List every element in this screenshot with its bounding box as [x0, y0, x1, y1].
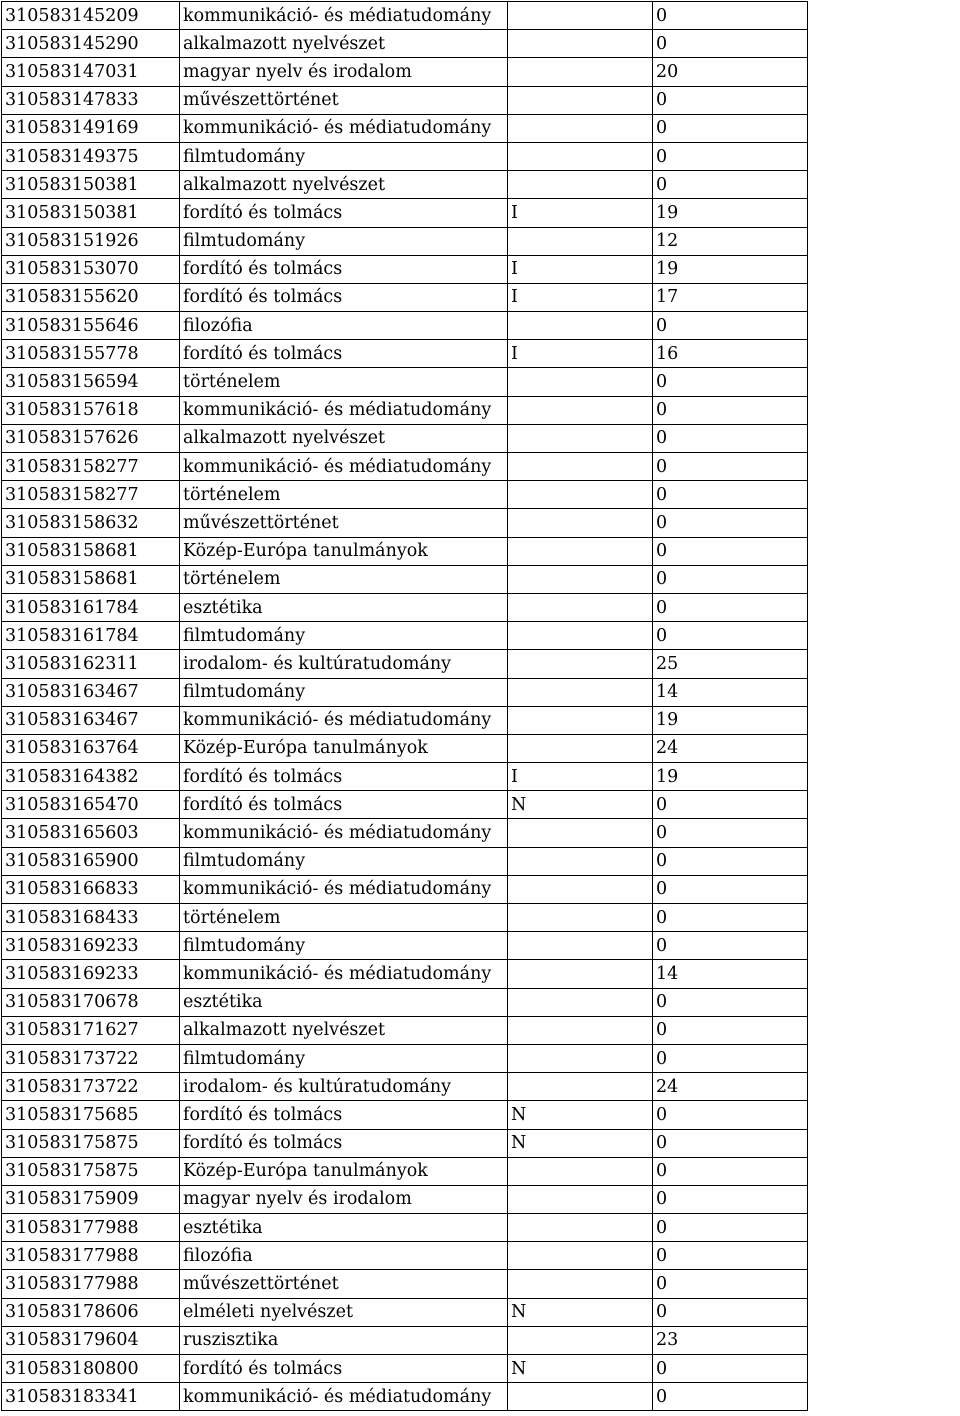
applicant-id-cell: 310583162311 [2, 650, 180, 678]
flag-cell [508, 368, 653, 396]
flag-cell [508, 1044, 653, 1072]
flag-cell [508, 1016, 653, 1044]
program-cell: fordító és tolmács [180, 340, 508, 368]
program-cell: esztétika [180, 593, 508, 621]
program-cell: elméleti nyelvészet [180, 1298, 508, 1326]
score-cell: 0 [653, 1298, 808, 1326]
applicant-id-cell: 310583155778 [2, 340, 180, 368]
score-cell: 0 [653, 1185, 808, 1213]
flag-cell [508, 593, 653, 621]
flag-cell [508, 396, 653, 424]
table-row [2, 565, 808, 593]
program-cell: fordító és tolmács [180, 763, 508, 791]
flag-cell [508, 650, 653, 678]
score-cell: 0 [653, 396, 808, 424]
program-cell: kommunikáció- és médiatudomány [180, 819, 508, 847]
flag-cell: N [508, 791, 653, 819]
program-cell: esztétika [180, 988, 508, 1016]
flag-cell [508, 734, 653, 762]
score-cell: 16 [653, 340, 808, 368]
applicant-id-cell: 310583166833 [2, 875, 180, 903]
applicant-id-cell: 310583155646 [2, 312, 180, 340]
program-cell: kommunikáció- és médiatudomány [180, 1383, 508, 1411]
program-cell: kommunikáció- és médiatudomány [180, 114, 508, 142]
program-cell: fordító és tolmács [180, 255, 508, 283]
score-cell: 0 [653, 904, 808, 932]
flag-cell [508, 1185, 653, 1213]
score-cell: 0 [653, 453, 808, 481]
program-cell: filmtudomány [180, 227, 508, 255]
program-cell: irodalom- és kultúratudomány [180, 1073, 508, 1101]
program-cell: filmtudomány [180, 1044, 508, 1072]
program-cell: filmtudomány [180, 622, 508, 650]
program-cell: filmtudomány [180, 847, 508, 875]
table-row [2, 255, 808, 283]
applicant-id-cell: 310583163467 [2, 706, 180, 734]
program-cell: művészettörténet [180, 86, 508, 114]
score-cell: 19 [653, 255, 808, 283]
flag-cell [508, 1073, 653, 1101]
program-cell: történelem [180, 904, 508, 932]
score-cell: 19 [653, 199, 808, 227]
score-cell: 0 [653, 86, 808, 114]
table-row [2, 86, 808, 114]
score-cell: 19 [653, 706, 808, 734]
table-row [2, 340, 808, 368]
table-row [2, 1214, 808, 1242]
flag-cell [508, 1270, 653, 1298]
table-row [2, 453, 808, 481]
program-cell: alkalmazott nyelvészet [180, 1016, 508, 1044]
applicant-id-cell: 310583171627 [2, 1016, 180, 1044]
applicant-id-cell: 310583175685 [2, 1101, 180, 1129]
flag-cell [508, 1157, 653, 1185]
applicant-id-cell: 310583153070 [2, 255, 180, 283]
flag-cell: I [508, 255, 653, 283]
applicant-id-cell: 310583168433 [2, 904, 180, 932]
applicant-id-cell: 310583156594 [2, 368, 180, 396]
score-cell: 0 [653, 847, 808, 875]
applicant-id-cell: 310583165900 [2, 847, 180, 875]
program-cell: ruszisztika [180, 1326, 508, 1354]
program-cell: fordító és tolmács [180, 199, 508, 227]
table-row [2, 1298, 808, 1326]
applicant-id-cell: 310583173722 [2, 1073, 180, 1101]
applicant-id-cell: 310583158277 [2, 481, 180, 509]
table-row [2, 1242, 808, 1270]
table-row [2, 1185, 808, 1213]
program-cell: történelem [180, 368, 508, 396]
flag-cell [508, 988, 653, 1016]
program-cell: fordító és tolmács [180, 1129, 508, 1157]
score-cell: 0 [653, 1383, 808, 1411]
score-cell: 0 [653, 171, 808, 199]
applicant-id-cell: 310583145209 [2, 2, 180, 30]
program-cell: magyar nyelv és irodalom [180, 58, 508, 86]
table-row [2, 932, 808, 960]
program-cell: filmtudomány [180, 932, 508, 960]
table-row [2, 622, 808, 650]
flag-cell [508, 1242, 653, 1270]
score-cell: 0 [653, 875, 808, 903]
table-row [2, 1073, 808, 1101]
applicant-id-cell: 310583158681 [2, 537, 180, 565]
program-cell: magyar nyelv és irodalom [180, 1185, 508, 1213]
flag-cell: I [508, 340, 653, 368]
flag-cell [508, 58, 653, 86]
score-cell: 24 [653, 734, 808, 762]
score-cell: 0 [653, 1157, 808, 1185]
score-cell: 14 [653, 678, 808, 706]
applicant-id-cell: 310583183341 [2, 1383, 180, 1411]
flag-cell [508, 142, 653, 170]
program-cell: alkalmazott nyelvészet [180, 424, 508, 452]
flag-cell: I [508, 763, 653, 791]
applicant-id-cell: 310583155620 [2, 283, 180, 311]
table-row [2, 537, 808, 565]
flag-cell [508, 565, 653, 593]
applicant-id-cell: 310583175875 [2, 1157, 180, 1185]
program-cell: filozófia [180, 1242, 508, 1270]
flag-cell [508, 509, 653, 537]
flag-cell [508, 875, 653, 903]
program-cell: kommunikáció- és médiatudomány [180, 875, 508, 903]
score-cell: 0 [653, 509, 808, 537]
score-cell: 0 [653, 593, 808, 621]
flag-cell [508, 30, 653, 58]
program-cell: filmtudomány [180, 142, 508, 170]
score-cell: 0 [653, 622, 808, 650]
table-row [2, 593, 808, 621]
program-cell: történelem [180, 481, 508, 509]
table-row [2, 142, 808, 170]
applicant-id-cell: 310583175909 [2, 1185, 180, 1213]
table-row [2, 199, 808, 227]
program-cell: kommunikáció- és médiatudomány [180, 453, 508, 481]
score-cell: 0 [653, 368, 808, 396]
applicant-id-cell: 310583145290 [2, 30, 180, 58]
applicant-id-cell: 310583177988 [2, 1270, 180, 1298]
score-cell: 14 [653, 960, 808, 988]
table-row [2, 171, 808, 199]
applicant-id-cell: 310583169233 [2, 960, 180, 988]
program-cell: kommunikáció- és médiatudomány [180, 960, 508, 988]
score-cell: 19 [653, 763, 808, 791]
flag-cell [508, 481, 653, 509]
table-row [2, 847, 808, 875]
score-cell: 25 [653, 650, 808, 678]
program-cell: filmtudomány [180, 678, 508, 706]
flag-cell [508, 227, 653, 255]
flag-cell: N [508, 1298, 653, 1326]
flag-cell [508, 904, 653, 932]
table-row [2, 734, 808, 762]
applicant-id-cell: 310583163467 [2, 678, 180, 706]
table-row [2, 904, 808, 932]
applicant-id-cell: 310583170678 [2, 988, 180, 1016]
table-row [2, 1016, 808, 1044]
program-cell: művészettörténet [180, 509, 508, 537]
flag-cell: I [508, 283, 653, 311]
applicant-id-cell: 310583147031 [2, 58, 180, 86]
score-cell: 17 [653, 283, 808, 311]
score-cell: 0 [653, 1129, 808, 1157]
table-row [2, 791, 808, 819]
table-row [2, 763, 808, 791]
program-cell: fordító és tolmács [180, 283, 508, 311]
applicant-id-cell: 310583158632 [2, 509, 180, 537]
flag-cell [508, 424, 653, 452]
score-cell: 0 [653, 932, 808, 960]
table-row [2, 283, 808, 311]
table-row [2, 1355, 808, 1383]
score-cell: 0 [653, 114, 808, 142]
score-cell: 20 [653, 58, 808, 86]
table-row [2, 2, 808, 30]
flag-cell [508, 1383, 653, 1411]
applicant-id-cell: 310583161784 [2, 593, 180, 621]
flag-cell [508, 2, 653, 30]
table-row [2, 227, 808, 255]
flag-cell: N [508, 1101, 653, 1129]
applicant-id-cell: 310583165470 [2, 791, 180, 819]
table-row [2, 368, 808, 396]
flag-cell [508, 171, 653, 199]
table-row [2, 58, 808, 86]
applicant-id-cell: 310583157618 [2, 396, 180, 424]
program-cell: művészettörténet [180, 1270, 508, 1298]
table-row [2, 1157, 808, 1185]
score-cell: 0 [653, 1270, 808, 1298]
score-cell: 0 [653, 142, 808, 170]
table-row [2, 1383, 808, 1411]
applicant-id-cell: 310583158681 [2, 565, 180, 593]
table-row [2, 481, 808, 509]
table-row [2, 509, 808, 537]
table-row [2, 1326, 808, 1354]
score-cell: 0 [653, 1044, 808, 1072]
flag-cell: N [508, 1129, 653, 1157]
table-row [2, 1270, 808, 1298]
table-row [2, 960, 808, 988]
flag-cell [508, 932, 653, 960]
table-row [2, 424, 808, 452]
table-row [2, 1129, 808, 1157]
flag-cell [508, 706, 653, 734]
table-row [2, 875, 808, 903]
score-cell: 0 [653, 1016, 808, 1044]
table-row [2, 706, 808, 734]
flag-cell [508, 537, 653, 565]
flag-cell [508, 847, 653, 875]
score-cell: 24 [653, 1073, 808, 1101]
program-cell: irodalom- és kultúratudomány [180, 650, 508, 678]
program-cell: Közép-Európa tanulmányok [180, 537, 508, 565]
flag-cell: I [508, 199, 653, 227]
table-row [2, 1101, 808, 1129]
applicant-id-cell: 310583179604 [2, 1326, 180, 1354]
flag-cell [508, 1214, 653, 1242]
applicant-id-cell: 310583165603 [2, 819, 180, 847]
program-cell: kommunikáció- és médiatudomány [180, 706, 508, 734]
score-cell: 0 [653, 424, 808, 452]
applicant-id-cell: 310583169233 [2, 932, 180, 960]
applicant-id-cell: 310583151926 [2, 227, 180, 255]
table-row [2, 312, 808, 340]
applicant-id-cell: 310583177988 [2, 1214, 180, 1242]
flag-cell [508, 678, 653, 706]
flag-cell [508, 453, 653, 481]
program-cell: kommunikáció- és médiatudomány [180, 2, 508, 30]
applicant-id-cell: 310583149375 [2, 142, 180, 170]
program-cell: történelem [180, 565, 508, 593]
score-cell: 12 [653, 227, 808, 255]
table-row [2, 396, 808, 424]
program-cell: kommunikáció- és médiatudomány [180, 396, 508, 424]
applicant-id-cell: 310583173722 [2, 1044, 180, 1072]
applicant-id-cell: 310583150381 [2, 199, 180, 227]
applicant-id-cell: 310583175875 [2, 1129, 180, 1157]
table-row [2, 988, 808, 1016]
program-cell: fordító és tolmács [180, 1101, 508, 1129]
program-cell: Közép-Európa tanulmányok [180, 1157, 508, 1185]
score-cell: 0 [653, 565, 808, 593]
table-row [2, 650, 808, 678]
table-row [2, 114, 808, 142]
applicant-id-cell: 310583158277 [2, 453, 180, 481]
score-cell: 0 [653, 1355, 808, 1383]
results-table [1, 1, 808, 1411]
table-row [2, 30, 808, 58]
score-cell: 0 [653, 30, 808, 58]
score-cell: 0 [653, 1214, 808, 1242]
flag-cell [508, 819, 653, 847]
applicant-id-cell: 310583149169 [2, 114, 180, 142]
table-row [2, 819, 808, 847]
score-cell: 0 [653, 791, 808, 819]
score-cell: 0 [653, 819, 808, 847]
applicant-id-cell: 310583157626 [2, 424, 180, 452]
program-cell: Közép-Európa tanulmányok [180, 734, 508, 762]
applicant-id-cell: 310583161784 [2, 622, 180, 650]
table-row [2, 678, 808, 706]
flag-cell [508, 960, 653, 988]
flag-cell [508, 114, 653, 142]
program-cell: alkalmazott nyelvészet [180, 171, 508, 199]
score-cell: 0 [653, 988, 808, 1016]
applicant-id-cell: 310583147833 [2, 86, 180, 114]
results-table-body [2, 2, 808, 1411]
program-cell: fordító és tolmács [180, 791, 508, 819]
score-cell: 0 [653, 537, 808, 565]
flag-cell [508, 1326, 653, 1354]
score-cell: 0 [653, 312, 808, 340]
applicant-id-cell: 310583150381 [2, 171, 180, 199]
program-cell: fordító és tolmács [180, 1355, 508, 1383]
applicant-id-cell: 310583164382 [2, 763, 180, 791]
program-cell: alkalmazott nyelvészet [180, 30, 508, 58]
applicant-id-cell: 310583180800 [2, 1355, 180, 1383]
flag-cell [508, 86, 653, 114]
flag-cell: N [508, 1355, 653, 1383]
applicant-id-cell: 310583163764 [2, 734, 180, 762]
table-row [2, 1044, 808, 1072]
program-cell: esztétika [180, 1214, 508, 1242]
score-cell: 0 [653, 1101, 808, 1129]
score-cell: 0 [653, 1242, 808, 1270]
score-cell: 0 [653, 2, 808, 30]
score-cell: 23 [653, 1326, 808, 1354]
program-cell: filozófia [180, 312, 508, 340]
flag-cell [508, 622, 653, 650]
flag-cell [508, 312, 653, 340]
applicant-id-cell: 310583177988 [2, 1242, 180, 1270]
applicant-id-cell: 310583178606 [2, 1298, 180, 1326]
score-cell: 0 [653, 481, 808, 509]
